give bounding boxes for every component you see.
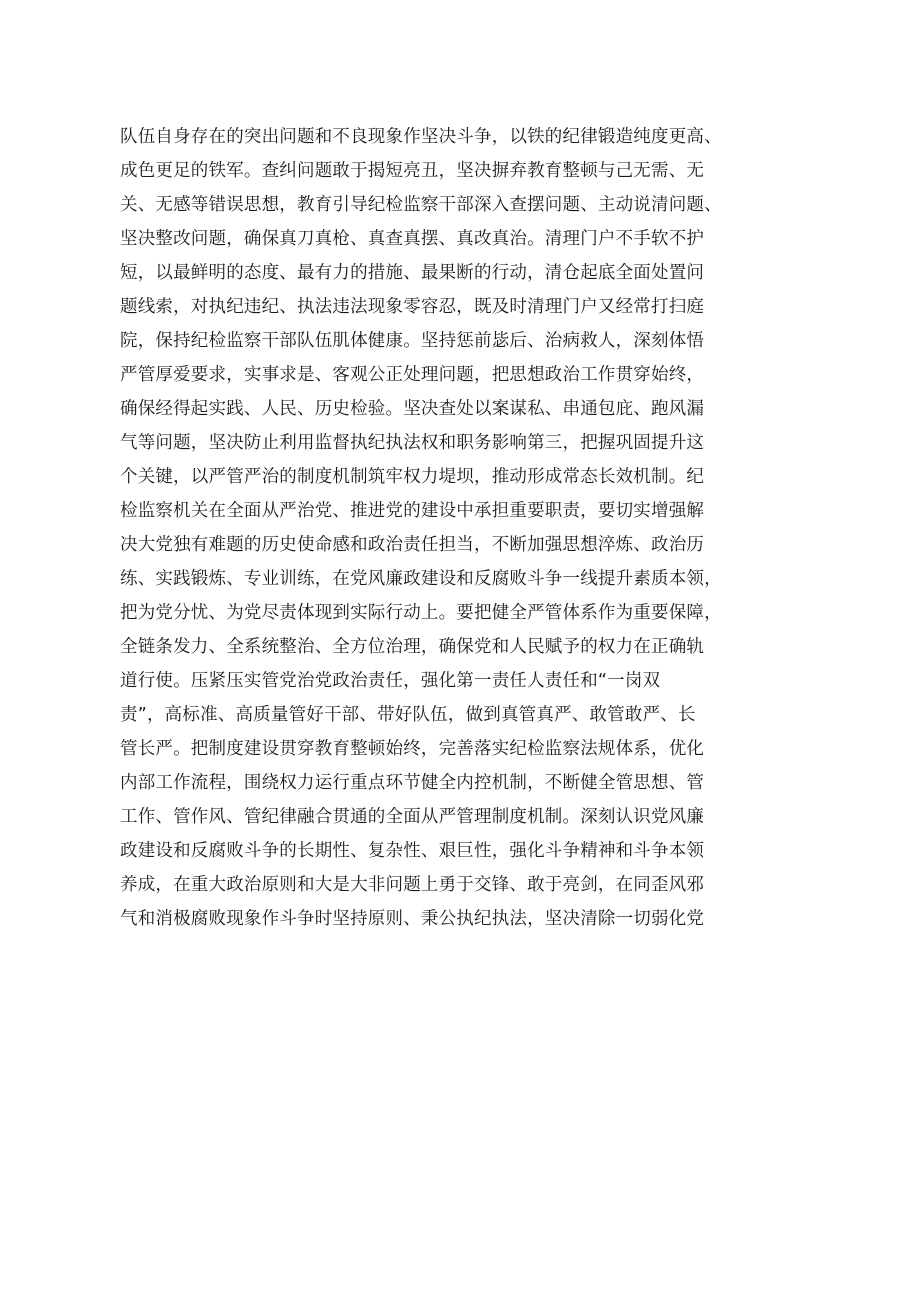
body-text [120,120,820,936]
text-line: 内部工作流程，围绕权力运行重点环节健全内控机制，不断健全管思想、管 [120,773,705,793]
text-line: 全链条发力、全系统整治、全方位治理，确保党和人民赋予的权力在正确轨 [120,637,705,657]
text-line: 气等问题，坚决防止利用监督执纪执法权和职务影响第三，把握巩固提升这 [120,433,705,453]
text-line: 练、实践锻炼、专业训练，在党风廉政建设和反腐败斗争一线提升素质本领， [120,569,722,589]
text-line: 管长严。把制度建设贯穿教育整顿始终，完善落实纪检监察法规体系，优化 [120,739,705,759]
text-line: 道行使。压紧压实管党治党政治责任，强化第一责任人责任和“一岗双 [120,671,661,691]
text-line: 气和消极腐败现象作斗争时坚持原则、秉公执纪执法，坚决清除一切弱化党 [120,909,705,929]
text-line: 短，以最鲜明的态度、最有力的措施、最果断的行动，清仓起底全面处置问 [120,263,705,283]
text-line: 题线索，对执纪违纪、执法违法现象零容忍，既及时清理门户又经常打扫庭 [120,297,705,317]
text-line: 工作、管作风、管纪律融合贯通的全面从严管理制度机制。深刻认识党风廉 [120,807,705,827]
text-line: 养成，在重大政治原则和大是大非问题上勇于交锋、敢于亮剑，在同歪风邪 [120,875,705,895]
text-line: 个关键，以严管严治的制度机制筑牢权力堤坝，推动形成常态长效机制。纪 [120,467,705,487]
text-line: 关、无感等错误思想，教育引导纪检监察干部深入查摆问题、主动说清问题、 [120,195,722,215]
text-line: 队伍自身存在的突出问题和不良现象作坚决斗争，以铁的纪律锻造纯度更高、 [120,127,722,147]
text-line: 决大党独有难题的历史使命感和政治责任担当，不断加强思想淬炼、政治历 [120,535,705,555]
text-line: 成色更足的铁军。查纠问题敢于揭短亮丑，坚决摒弃教育整顿与己无需、无 [120,161,705,181]
text-line: 检监察机关在全面从严治党、推进党的建设中承担重要职责，要切实增强解 [120,501,705,521]
text-line: 确保经得起实践、人民、历史检验。坚决查处以案谋私、串通包庇、跑风漏 [120,399,705,419]
text-line: 把为党分忧、为党尽责体现到实际行动上。要把健全严管体系作为重要保障， [120,603,722,623]
text-line: 坚决整改问题，确保真刀真枪、真查真摆、真改真治。清理门户不手软不护 [120,229,705,249]
text-line: 严管厚爱要求，实事求是、客观公正处理问题，把思想政治工作贯穿始终， [120,365,705,385]
text-line: 责”，高标准、高质量管好干部、带好队伍，做到真管真严、敢管敢严、长 [120,705,696,725]
text-line: 院，保持纪检监察干部队伍肌体健康。坚持惩前毖后、治病救人，深刻体悟 [120,331,705,351]
text-line: 政建设和反腐败斗争的长期性、复杂性、艰巨性，强化斗争精神和斗争本领 [120,841,705,861]
